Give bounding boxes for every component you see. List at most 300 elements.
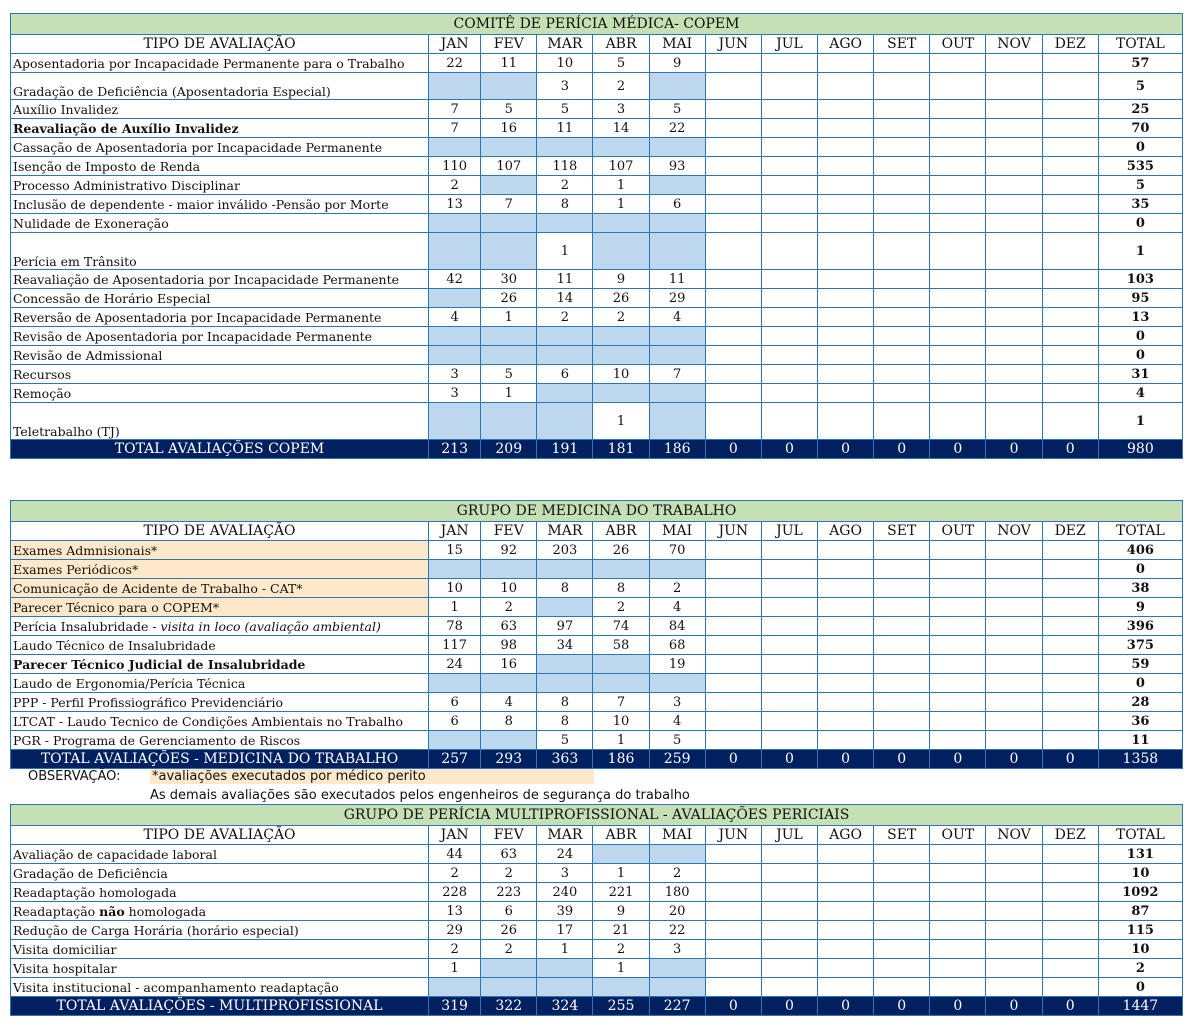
column-header-month: SET	[874, 522, 930, 541]
month-value-cell	[481, 731, 537, 750]
month-value-cell: 2	[649, 579, 705, 598]
month-value-cell: 4	[649, 598, 705, 617]
month-value-cell: 63	[481, 617, 537, 636]
month-value-cell	[481, 403, 537, 440]
month-value-cell: 180	[649, 883, 705, 902]
column-header-month: MAI	[649, 522, 705, 541]
month-value-cell	[1042, 674, 1098, 693]
table-row	[11, 233, 1183, 270]
column-header-total: TOTAL	[1098, 522, 1182, 541]
month-value-cell	[930, 674, 986, 693]
row-label	[11, 119, 429, 138]
month-value-cell: 3	[537, 73, 593, 100]
row-label	[11, 157, 429, 176]
month-value-cell	[874, 214, 930, 233]
month-value-cell: 5	[649, 731, 705, 750]
column-header-month: JAN	[429, 826, 481, 845]
row-label	[11, 712, 429, 731]
month-value-cell: 13	[429, 902, 481, 921]
month-value-cell	[537, 978, 593, 997]
row-label	[11, 617, 429, 636]
month-value-cell	[874, 157, 930, 176]
month-value-cell: 2	[429, 176, 481, 195]
month-value-cell	[874, 579, 930, 598]
table-row	[11, 308, 1183, 327]
month-value-cell	[761, 883, 817, 902]
row-label-text: Recursos	[13, 366, 72, 382]
copem-title: COMITÊ DE PERÍCIA MÉDICA- COPEM	[11, 14, 1183, 35]
month-value-cell	[986, 233, 1042, 270]
month-value-cell: 1	[429, 959, 481, 978]
row-total-cell: 131	[1098, 845, 1182, 864]
month-value-cell	[705, 864, 761, 883]
month-value-cell	[429, 214, 481, 233]
month-value-cell	[874, 327, 930, 346]
month-value-cell	[874, 978, 930, 997]
month-value-cell	[930, 138, 986, 157]
column-header-month: DEZ	[1042, 826, 1098, 845]
month-value-cell: 11	[649, 270, 705, 289]
row-total-cell: 396	[1098, 617, 1182, 636]
table-row	[11, 902, 1183, 921]
month-value-cell	[481, 978, 537, 997]
table-row	[11, 579, 1183, 598]
month-value-cell	[1042, 289, 1098, 308]
month-value-cell	[761, 636, 817, 655]
month-value-cell	[761, 921, 817, 940]
month-value-cell	[429, 289, 481, 308]
month-value-cell	[930, 384, 986, 403]
month-value-cell	[986, 598, 1042, 617]
month-value-cell	[874, 195, 930, 214]
multi-total-row	[11, 997, 1183, 1016]
row-label-text: Exames Periódicos*	[13, 561, 139, 577]
month-value-cell	[930, 959, 986, 978]
month-value-cell	[930, 560, 986, 579]
month-value-cell: 8	[481, 712, 537, 731]
month-value-cell	[429, 560, 481, 579]
column-header-month: JUN	[705, 35, 761, 54]
month-value-cell: 4	[649, 712, 705, 731]
month-value-cell	[874, 270, 930, 289]
month-value-cell	[481, 560, 537, 579]
month-value-cell	[818, 289, 874, 308]
month-value-cell	[1042, 233, 1098, 270]
month-value-cell: 1	[481, 384, 537, 403]
month-value-cell	[705, 195, 761, 214]
month-value-cell: 2	[537, 176, 593, 195]
month-value-cell	[874, 346, 930, 365]
row-total-cell: 1092	[1098, 883, 1182, 902]
month-value-cell	[649, 214, 705, 233]
month-value-cell: 7	[593, 693, 649, 712]
month-value-cell	[930, 864, 986, 883]
column-header-month: NOV	[986, 826, 1042, 845]
row-label	[11, 327, 429, 346]
row-label	[11, 289, 429, 308]
month-value-cell	[481, 214, 537, 233]
total-month-cell: 0	[761, 750, 817, 769]
month-value-cell	[818, 940, 874, 959]
month-value-cell	[874, 365, 930, 384]
month-value-cell: 24	[537, 845, 593, 864]
row-label-text: Laudo Técnico de Insalubridade	[13, 637, 216, 653]
month-value-cell	[818, 712, 874, 731]
row-label-text: Revisão de Admissional	[13, 347, 163, 363]
month-value-cell	[1042, 100, 1098, 119]
month-value-cell	[705, 921, 761, 940]
table-row	[11, 365, 1183, 384]
month-value-cell	[1042, 54, 1098, 73]
month-value-cell	[481, 73, 537, 100]
row-total-cell: 406	[1098, 541, 1182, 560]
month-value-cell: 11	[481, 54, 537, 73]
month-value-cell	[1042, 617, 1098, 636]
column-header-month: JAN	[429, 35, 481, 54]
month-value-cell	[705, 138, 761, 157]
row-label-text: Remoção	[13, 385, 72, 401]
month-value-cell	[874, 384, 930, 403]
table-row	[11, 403, 1183, 440]
multi-table	[10, 804, 1183, 1016]
row-total-cell: 28	[1098, 693, 1182, 712]
row-label	[11, 308, 429, 327]
month-value-cell: 107	[481, 157, 537, 176]
month-value-cell: 2	[593, 940, 649, 959]
month-value-cell: 22	[649, 921, 705, 940]
month-value-cell	[1042, 693, 1098, 712]
month-value-cell	[986, 308, 1042, 327]
column-header-month: JUL	[761, 522, 817, 541]
month-value-cell	[1042, 845, 1098, 864]
row-label	[11, 864, 429, 883]
total-month-cell: 0	[874, 997, 930, 1016]
total-month-cell: 186	[593, 750, 649, 769]
table-row	[11, 636, 1183, 655]
row-total-cell: 10	[1098, 864, 1182, 883]
total-row-label: TOTAL AVALIAÇÕES COPEM	[11, 440, 429, 459]
month-value-cell	[705, 845, 761, 864]
total-month-cell: 0	[761, 440, 817, 459]
month-value-cell	[818, 731, 874, 750]
total-month-cell: 259	[649, 750, 705, 769]
total-month-cell: 0	[930, 997, 986, 1016]
month-value-cell: 26	[481, 289, 537, 308]
row-label-text: Perícia em Trânsito	[13, 254, 137, 269]
month-value-cell	[874, 636, 930, 655]
month-value-cell	[705, 598, 761, 617]
month-value-cell	[1042, 959, 1098, 978]
month-value-cell: 29	[429, 921, 481, 940]
trabalho-total-row	[11, 750, 1183, 769]
row-label-text: Teletrabalho (TJ)	[13, 424, 120, 439]
month-value-cell	[1042, 712, 1098, 731]
month-value-cell: 21	[593, 921, 649, 940]
month-value-cell	[1042, 902, 1098, 921]
month-value-cell: 30	[481, 270, 537, 289]
month-value-cell	[930, 233, 986, 270]
month-value-cell: 11	[537, 119, 593, 138]
column-header-month: JUL	[761, 826, 817, 845]
row-label-post: homologada	[124, 903, 207, 919]
row-label-text: Auxílio Invalidez	[13, 101, 119, 117]
month-value-cell: 5	[481, 100, 537, 119]
month-value-cell	[705, 157, 761, 176]
row-label	[11, 693, 429, 712]
month-value-cell	[874, 940, 930, 959]
month-value-cell: 16	[481, 119, 537, 138]
total-month-cell: 0	[1042, 440, 1098, 459]
month-value-cell: 223	[481, 883, 537, 902]
month-value-cell	[705, 693, 761, 712]
month-value-cell: 9	[593, 270, 649, 289]
month-value-cell	[818, 598, 874, 617]
row-label-text: Concessão de Horário Especial	[13, 290, 211, 306]
month-value-cell	[761, 845, 817, 864]
month-value-cell	[874, 138, 930, 157]
row-total-cell: 36	[1098, 712, 1182, 731]
month-value-cell	[649, 327, 705, 346]
total-month-cell: 322	[481, 997, 537, 1016]
month-value-cell	[1042, 270, 1098, 289]
row-label	[11, 365, 429, 384]
month-value-cell	[818, 845, 874, 864]
observacao-label: OBSERVAÇÃO:	[28, 769, 121, 784]
month-value-cell	[874, 921, 930, 940]
month-value-cell	[761, 384, 817, 403]
month-value-cell	[593, 978, 649, 997]
month-value-cell: 2	[593, 73, 649, 100]
row-label	[11, 233, 429, 270]
table-row	[11, 921, 1183, 940]
month-value-cell	[705, 959, 761, 978]
month-value-cell	[761, 864, 817, 883]
row-total-cell: 57	[1098, 54, 1182, 73]
month-value-cell	[1042, 195, 1098, 214]
month-value-cell	[818, 327, 874, 346]
month-value-cell	[930, 119, 986, 138]
total-month-cell: 363	[537, 750, 593, 769]
row-label	[11, 54, 429, 73]
month-value-cell	[818, 54, 874, 73]
month-value-cell	[818, 560, 874, 579]
month-value-cell	[705, 541, 761, 560]
month-value-cell: 74	[593, 617, 649, 636]
column-header-month: JUN	[705, 826, 761, 845]
month-value-cell	[429, 978, 481, 997]
row-label	[11, 902, 429, 921]
month-value-cell: 26	[593, 541, 649, 560]
column-header-month: AGO	[818, 35, 874, 54]
month-value-cell	[649, 978, 705, 997]
month-value-cell: 98	[481, 636, 537, 655]
table-row	[11, 883, 1183, 902]
month-value-cell	[761, 693, 817, 712]
month-value-cell	[818, 636, 874, 655]
month-value-cell	[705, 674, 761, 693]
table-row	[11, 864, 1183, 883]
row-label	[11, 845, 429, 864]
month-value-cell	[930, 883, 986, 902]
row-label-text: Reavaliação de Aposentadoria por Incapacidade Permanente	[13, 271, 400, 287]
month-value-cell	[874, 560, 930, 579]
month-value-cell	[761, 712, 817, 731]
month-value-cell	[986, 712, 1042, 731]
copem-header-row	[11, 35, 1183, 54]
total-month-cell: 0	[705, 440, 761, 459]
month-value-cell: 24	[429, 655, 481, 674]
month-value-cell	[818, 214, 874, 233]
table-row	[11, 940, 1183, 959]
row-total-cell: 4	[1098, 384, 1182, 403]
month-value-cell	[874, 176, 930, 195]
month-value-cell	[874, 403, 930, 440]
month-value-cell	[986, 636, 1042, 655]
month-value-cell	[818, 693, 874, 712]
trabalho-title: GRUPO DE MEDICINA DO TRABALHO	[11, 501, 1183, 522]
month-value-cell	[761, 100, 817, 119]
month-value-cell	[930, 176, 986, 195]
month-value-cell: 4	[649, 308, 705, 327]
grand-total-cell: 1358	[1098, 750, 1182, 769]
month-value-cell	[874, 541, 930, 560]
total-month-cell: 0	[986, 750, 1042, 769]
month-value-cell	[705, 560, 761, 579]
table-row	[11, 157, 1183, 176]
table-row	[11, 346, 1183, 365]
month-value-cell	[429, 138, 481, 157]
table-row	[11, 560, 1183, 579]
month-value-cell	[481, 138, 537, 157]
month-value-cell	[705, 978, 761, 997]
row-total-cell: 0	[1098, 978, 1182, 997]
month-value-cell	[1042, 883, 1098, 902]
month-value-cell: 2	[593, 598, 649, 617]
row-label-text: Cassação de Aposentadoria por Incapacidade Permanente	[13, 139, 383, 155]
row-label	[11, 541, 429, 560]
month-value-cell	[986, 560, 1042, 579]
row-label	[11, 636, 429, 655]
month-value-cell: 19	[649, 655, 705, 674]
month-value-cell	[537, 959, 593, 978]
month-value-cell	[818, 384, 874, 403]
month-value-cell	[986, 883, 1042, 902]
month-value-cell	[705, 902, 761, 921]
month-value-cell	[986, 617, 1042, 636]
month-value-cell: 240	[537, 883, 593, 902]
column-header-month: SET	[874, 35, 930, 54]
month-value-cell	[1042, 214, 1098, 233]
row-label	[11, 940, 429, 959]
month-value-cell	[930, 157, 986, 176]
month-value-cell: 7	[429, 119, 481, 138]
month-value-cell	[930, 731, 986, 750]
month-value-cell	[705, 54, 761, 73]
row-label-text: Gradação de Deficiência (Aposentadoria Especial)	[13, 84, 331, 99]
row-total-cell: 5	[1098, 176, 1182, 195]
row-label	[11, 176, 429, 195]
month-value-cell	[818, 978, 874, 997]
row-label-text: Readaptação homologada	[13, 884, 177, 900]
table-row	[11, 655, 1183, 674]
month-value-cell: 68	[649, 636, 705, 655]
month-value-cell	[761, 978, 817, 997]
table-row	[11, 195, 1183, 214]
month-value-cell	[986, 138, 1042, 157]
month-value-cell: 221	[593, 883, 649, 902]
month-value-cell	[761, 233, 817, 270]
month-value-cell	[705, 617, 761, 636]
month-value-cell: 20	[649, 902, 705, 921]
month-value-cell: 8	[593, 579, 649, 598]
month-value-cell	[705, 365, 761, 384]
month-value-cell: 3	[429, 365, 481, 384]
month-value-cell: 92	[481, 541, 537, 560]
column-header-month: ABR	[593, 522, 649, 541]
month-value-cell	[874, 712, 930, 731]
month-value-cell: 29	[649, 289, 705, 308]
month-value-cell	[986, 403, 1042, 440]
month-value-cell	[986, 693, 1042, 712]
row-total-cell: 0	[1098, 674, 1182, 693]
month-value-cell	[930, 598, 986, 617]
month-value-cell: 63	[481, 845, 537, 864]
month-value-cell: 22	[429, 54, 481, 73]
month-value-cell: 2	[593, 308, 649, 327]
row-total-cell: 375	[1098, 636, 1182, 655]
row-label-italic: visita in loco (avaliação ambiental)	[160, 618, 381, 634]
month-value-cell: 70	[649, 541, 705, 560]
column-header-total: TOTAL	[1098, 826, 1182, 845]
row-label-text: Reversão de Aposentadoria por Incapacidade Permanente	[13, 309, 382, 325]
month-value-cell	[429, 73, 481, 100]
month-value-cell	[1042, 541, 1098, 560]
row-total-cell: 35	[1098, 195, 1182, 214]
month-value-cell: 118	[537, 157, 593, 176]
month-value-cell	[705, 176, 761, 195]
month-value-cell	[818, 119, 874, 138]
trabalho-header-row	[11, 522, 1183, 541]
month-value-cell: 4	[481, 693, 537, 712]
month-value-cell	[818, 617, 874, 636]
month-value-cell: 14	[593, 119, 649, 138]
row-label-text: Reavaliação de Auxílio Invalidez	[13, 120, 239, 136]
month-value-cell	[481, 176, 537, 195]
row-total-cell: 1	[1098, 233, 1182, 270]
month-value-cell: 2	[649, 864, 705, 883]
row-label-text: Laudo de Ergonomia/Perícia Técnica	[13, 675, 246, 691]
month-value-cell	[649, 959, 705, 978]
month-value-cell	[930, 636, 986, 655]
month-value-cell	[930, 902, 986, 921]
row-total-cell: 38	[1098, 579, 1182, 598]
month-value-cell: 9	[593, 902, 649, 921]
month-value-cell: 1	[537, 940, 593, 959]
month-value-cell	[761, 655, 817, 674]
month-value-cell	[874, 598, 930, 617]
month-value-cell	[818, 902, 874, 921]
total-month-cell: 0	[1042, 750, 1098, 769]
total-month-cell: 0	[874, 440, 930, 459]
month-value-cell	[986, 289, 1042, 308]
month-value-cell	[818, 100, 874, 119]
month-value-cell	[818, 138, 874, 157]
month-value-cell	[481, 959, 537, 978]
month-value-cell	[874, 73, 930, 100]
trabalho-table	[10, 500, 1183, 769]
month-value-cell	[986, 384, 1042, 403]
column-header-tipo: TIPO DE AVALIAÇÃO	[11, 35, 429, 54]
